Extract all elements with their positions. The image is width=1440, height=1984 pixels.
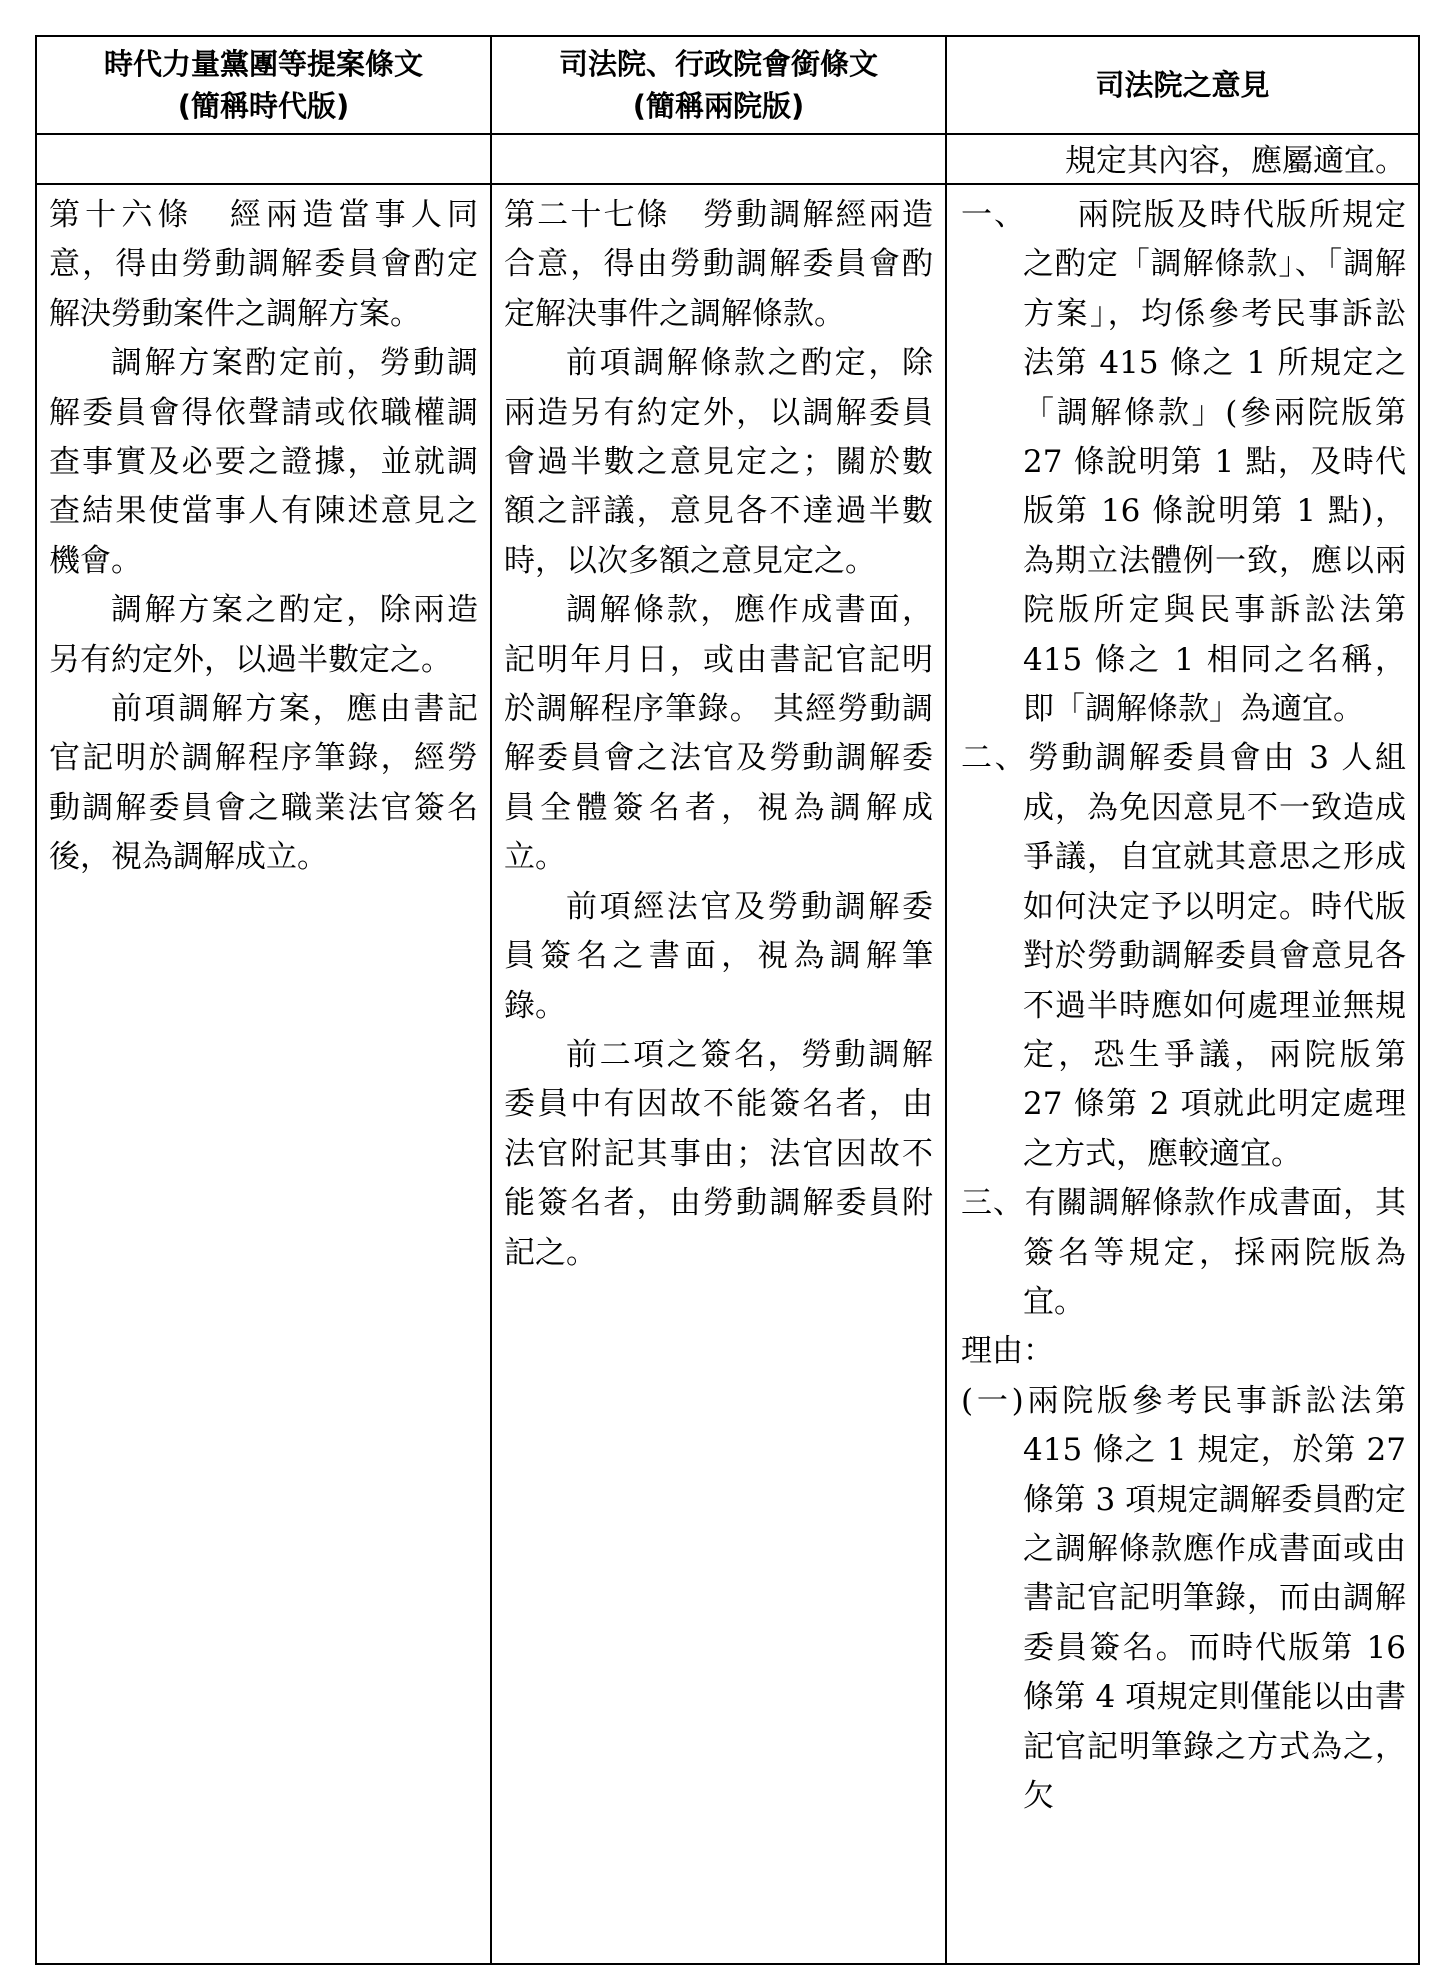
- col1-para-4: 前項調解方案，應由書記官記明於調解程序筆錄，經勞動調解委員會之職業法官簽名後，視為調解成立。: [49, 691, 478, 876]
- header-col3-title: 司法院之意見: [1095, 68, 1270, 102]
- col1-article: 第十六條 經兩造當事人同意，得由勞動調解委員會酌定解決勞動案件之調解方案。: [49, 197, 478, 332]
- header-col3: [946, 36, 1419, 134]
- col2-proposal-text: [491, 184, 946, 1964]
- comparison-table: [35, 35, 1420, 1965]
- col3-opinion-text: [946, 184, 1419, 1964]
- opinion-item-2: 二、勞動調解委員會由 3 人組成，為免因意見不一致造成爭議，自宜就其意思之形成如何決定予以明定。時代版對於勞動調解委員會意見各不過半時應如何處理並無規定，恐生爭議，兩院版第 27 條第 2 項就此明定處理之方式，應較適宜。: [961, 740, 1406, 1172]
- col1-para-2: 調解方案酌定前，勞動調解委員會得依聲請或依職權調查事實及必要之證據，並就調查結果使當事人有陳述意見之機會。: [49, 345, 478, 579]
- header-col2: [491, 36, 946, 134]
- col1-proposal-text: [36, 184, 491, 1964]
- continuation-row: [36, 134, 1419, 184]
- col2-para-2: 前項調解條款之酌定，除兩造另有約定外，以調解委員會過半數之意見定之；關於數額之評議，意見各不達過半數時，以次多額之意見定之。: [504, 345, 933, 579]
- header-col1-title: 時代力量黨團等提案條文: [103, 47, 423, 81]
- header-col1: [36, 36, 491, 134]
- continuation-col2: [491, 134, 946, 184]
- opinion-item-3: 三、有關調解條款作成書面，其簽名等規定，採兩院版為宜。: [961, 1185, 1406, 1320]
- col1-para-3: 調解方案之酌定，除兩造另有約定外，以過半數定之。: [49, 592, 478, 678]
- col2-para-5: 前二項之簽名，勞動調解委員中有因故不能簽名者，由法官附記其事由；法官因故不能簽名者，由勞動調解委員附記之。: [504, 1036, 933, 1271]
- col2-para-4: 前項經法官及勞動調解委員簽名之書面，視為調解筆錄。: [504, 888, 933, 1024]
- continuation-col3: [946, 134, 1419, 184]
- col2-article: 第二十七條 勞動調解經兩造合意，得由勞動調解委員會酌定解決事件之調解條款。: [504, 197, 933, 332]
- continuation-col1: [36, 134, 491, 184]
- continuation-text: 規定其內容，應屬適宜。: [1065, 143, 1406, 179]
- content-row: [36, 184, 1419, 1964]
- header-col1-subtitle: (簡稱時代版): [177, 89, 350, 123]
- reason-label: 理由：: [961, 1333, 1054, 1370]
- header-col2-title: 司法院、行政院會銜條文: [558, 47, 878, 81]
- reason-item-1: (一)兩院版參考民事訴訟法第 415 條之 1 規定，於第 27 條第 3 項規定調解委員酌定之調解條款應作成書面或由書記官記明筆錄，而由調解委員簽名。而時代版第 16 條第 4 項規定則僅能以由書記官記明筆錄之方式為之，欠: [961, 1382, 1406, 1814]
- col2-para-3: 調解條款，應作成書面，記明年月日，或由書記官記明於調解程序筆錄。 其經勞動調解委員會之法官及勞動調解委員全體簽名者，視為調解成立。: [504, 592, 933, 876]
- header-row: [36, 36, 1419, 134]
- opinion-item-1: 一、 兩院版及時代版所規定之酌定「調解條款」、「調解方案」，均係參考民事訴訟法第 415 條之 1 所規定之「調解條款」(參兩院版第 27 條說明第 1 點，及時代版第 16 條說明第 1 點)，為期立法體例一致，應以兩院版所定與民事訴訟法第 415 條之 1 相同之名稱，即「調解條款」為適宜。: [961, 197, 1406, 728]
- header-col2-subtitle: (簡稱兩院版): [632, 89, 805, 123]
